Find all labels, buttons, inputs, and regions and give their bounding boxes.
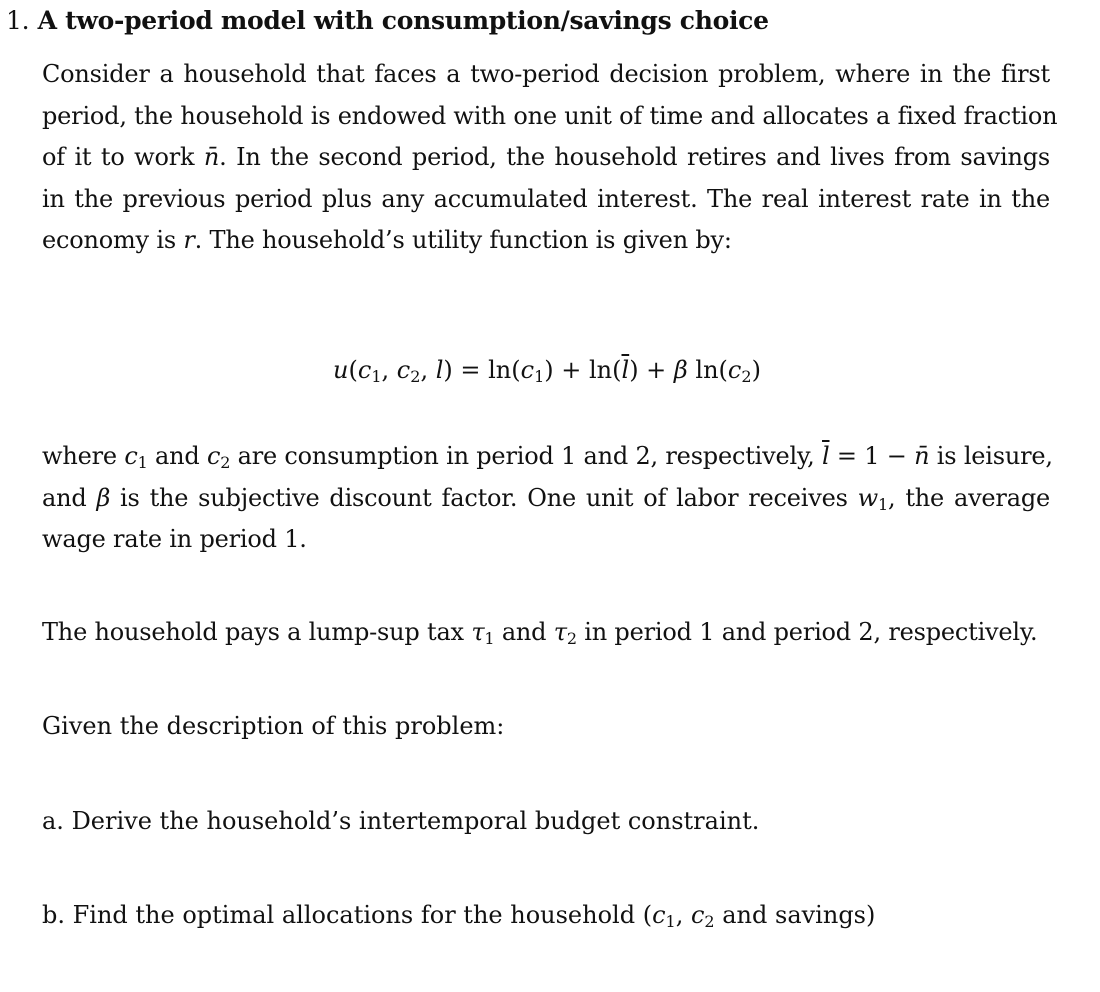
intro-line-4: in the previous period plus any accumulated interest. The real interest rate in the	[42, 184, 1050, 213]
var-r: r	[183, 226, 195, 254]
given-paragraph: Given the description of this problem:	[42, 712, 505, 740]
question-a: a. Derive the household’s intertemporal budget constraint.	[42, 807, 760, 835]
definitions-paragraph	[42, 436, 1053, 561]
definitions-line-2: and β is the subjective discount factor. One unit of labor receives $w_1$, the average	[42, 483, 1050, 514]
tax-paragraph: The household pays a lump-sup tax $\tau_1$ and $\tau_2$ in period 1 and period 2, respectively.	[42, 618, 1038, 648]
problem-heading	[6, 4, 769, 38]
intro-line-2: period, the household is endowed with one unit of time and allocates a fixed fraction	[42, 101, 1058, 130]
problem-title: A two-period model with consumption/savings choice	[37, 6, 769, 35]
intro-paragraph	[42, 54, 1058, 262]
question-b: b. Find the optimal allocations for the household ($c_1$, $c_2$ and savings)	[42, 901, 876, 931]
problem-number: 1.	[6, 6, 30, 35]
utility-equation	[0, 350, 1100, 390]
var-n-bar: n̄	[203, 143, 220, 171]
definitions-line-3: wage rate in period 1.	[42, 525, 307, 553]
intro-line-1: Consider a household that faces a two-period decision problem, where in the first	[42, 60, 1050, 88]
intro-line-5: economy is r. The household’s utility function is given by:	[42, 226, 732, 254]
definitions-line-1: where $c_1$ and $c_2$ are consumption in period 1 and 2, respectively, $\overline{l} = 1$ − n̄ is leisure,	[42, 442, 1053, 472]
utility-equation-text: $u(c_1$, $c_2$, $l) = \ln(c_1) + \ln(\overline{l}) + \beta$ $\ln(c_2)$	[333, 356, 761, 386]
intro-line-3: of it to work n̄. In the second period, the household retires and lives from savings	[42, 143, 1050, 171]
